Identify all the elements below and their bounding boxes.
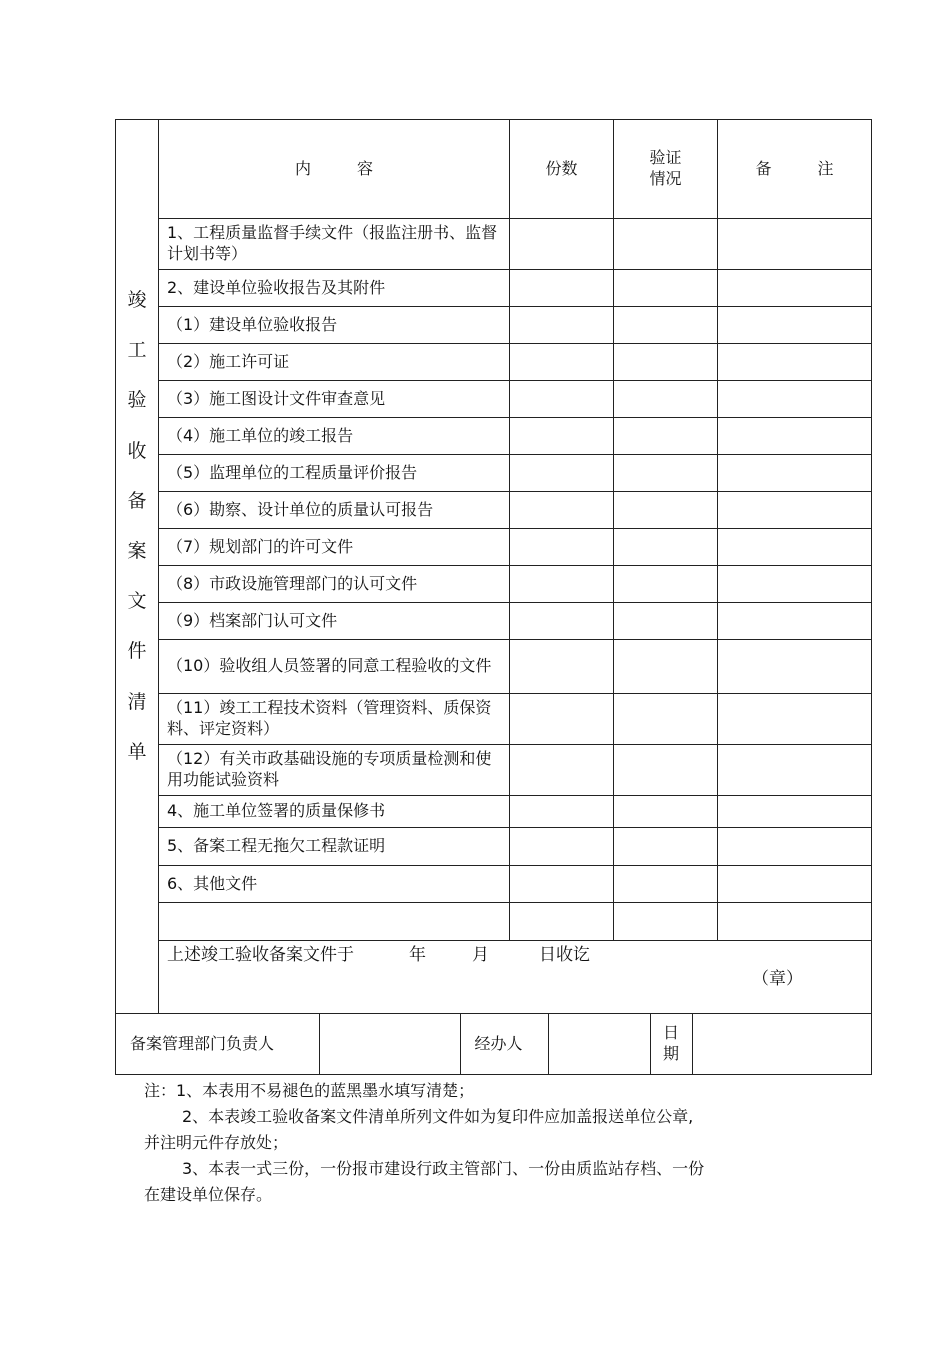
remark-cell[interactable] [718,903,872,941]
remark-cell[interactable] [718,529,872,566]
table-row [116,866,872,903]
signature-table [116,1014,872,1074]
remark-cell[interactable] [718,418,872,455]
table-row [116,828,872,866]
header-copies: 份数 [510,120,614,219]
department-head-label: 备案管理部门负责人 [116,1014,319,1074]
notes [144,1078,784,1208]
verify-cell[interactable] [614,344,718,381]
receipt-row [116,941,872,1014]
verify-cell[interactable] [614,418,718,455]
verify-cell[interactable] [614,903,718,941]
header-row [116,120,872,219]
remark-cell[interactable] [718,603,872,640]
note-line: 2、本表竣工验收备案文件清单所列文件如为复印件应加盖报送单位公章, [182,1107,694,1126]
item-text[interactable] [159,903,510,941]
date-label [650,1014,692,1074]
signature-row [116,1014,872,1075]
remark-cell[interactable] [718,694,872,745]
header-verify-line: 情况 [649,169,682,188]
table-row [116,455,872,492]
item-text: 5、备案工程无拖欠工程款证明 [159,828,510,866]
item-text: 4、施工单位签署的质量保修书 [159,796,510,828]
department-head-field[interactable] [319,1014,460,1074]
receipt-year: 年 [409,945,426,965]
verify-cell[interactable] [614,219,718,270]
item-text: （8）市政设施管理部门的认可文件 [159,566,510,603]
remark-cell[interactable] [718,270,872,307]
side-title-char: 收 [127,439,147,462]
copies-cell[interactable] [510,903,614,941]
date-field[interactable] [692,1014,872,1074]
header-content [159,120,510,219]
verify-cell[interactable] [614,796,718,828]
note-line: 注：1、本表用不易褪色的蓝黑墨水填写清楚； [144,1081,475,1100]
side-title-char: 验 [127,389,147,412]
copies-cell[interactable] [510,796,614,828]
remark-cell[interactable] [718,381,872,418]
remark-cell[interactable] [718,745,872,796]
copies-cell[interactable] [510,492,614,529]
side-title-char: 清 [127,690,147,713]
copies-cell[interactable] [510,745,614,796]
remark-cell[interactable] [718,566,872,603]
copies-cell[interactable] [510,219,614,270]
copies-cell[interactable] [510,529,614,566]
remark-cell[interactable] [718,307,872,344]
remark-cell[interactable] [718,492,872,529]
note-line: 3、本表一式三份，一份报市建设行政主管部门、一份由质监站存档、一份 [182,1159,705,1178]
remark-cell[interactable] [718,344,872,381]
table-row [116,270,872,307]
verify-cell[interactable] [614,381,718,418]
remark-cell[interactable] [718,828,872,866]
table-row [116,796,872,828]
item-text: （12）有关市政基础设施的专项质量检测和使用功能试验资料 [159,745,510,796]
verify-cell[interactable] [614,694,718,745]
copies-cell[interactable] [510,694,614,745]
verify-cell[interactable] [614,307,718,344]
verify-cell[interactable] [614,640,718,694]
table-row [116,745,872,796]
copies-cell[interactable] [510,603,614,640]
verify-cell[interactable] [614,866,718,903]
item-text: （11）竣工工程技术资料（管理资料、质保资料、评定资料） [159,694,510,745]
item-text: 6、其他文件 [159,866,510,903]
copies-cell[interactable] [510,270,614,307]
item-text: （3）施工图设计文件审查意见 [159,381,510,418]
table-row [116,344,872,381]
handler-label: 经办人 [460,1014,548,1074]
verify-cell[interactable] [614,455,718,492]
side-title-char: 单 [127,740,147,763]
verify-cell[interactable] [614,603,718,640]
item-text: （10）验收组人员签署的同意工程验收的文件 [159,640,510,694]
remark-cell[interactable] [718,455,872,492]
copies-cell[interactable] [510,640,614,694]
receipt-line [167,944,590,966]
item-text: （7）规划部门的许可文件 [159,529,510,566]
side-title [116,120,158,790]
side-title-char: 备 [127,489,147,512]
item-text: （9）档案部门认可文件 [159,603,510,640]
side-title-char: 件 [127,640,147,663]
header-remark [718,120,872,219]
remark-cell[interactable] [718,640,872,694]
note-line: 并注明元件存放处； [144,1133,289,1152]
copies-cell[interactable] [510,828,614,866]
item-text: 1、工程质量监督手续文件（报监注册书、监督计划书等） [159,219,510,270]
copies-cell[interactable] [510,307,614,344]
table-row [116,418,872,455]
item-text: （2）施工许可证 [159,344,510,381]
item-text: 2、建设单位验收报告及其附件 [159,270,510,307]
verify-cell[interactable] [614,566,718,603]
table-row [116,307,872,344]
receipt-month: 月 [472,945,489,965]
table-row [116,903,872,941]
header-verify [614,120,718,219]
filing-checklist-table [115,119,872,1075]
item-text: （5）监理单位的工程质量评价报告 [159,455,510,492]
table-row [116,603,872,640]
verify-cell[interactable] [614,270,718,307]
signature-cell [116,1014,872,1075]
remark-cell[interactable] [718,866,872,903]
item-text: （6）勘察、设计单位的质量认可报告 [159,492,510,529]
remark-cell[interactable] [718,219,872,270]
table-row [116,694,872,745]
table-row [116,492,872,529]
date-label-char: 期 [662,1044,679,1063]
side-title-char: 竣 [127,289,147,311]
side-title-cell [116,120,159,1014]
copies-cell[interactable] [510,566,614,603]
copies-cell[interactable] [510,455,614,492]
item-text: （4）施工单位的竣工报告 [159,418,510,455]
header-verify-line: 验证 [649,148,682,168]
seal-label: （章） [752,969,803,989]
note-line: 在建设单位保存。 [144,1185,273,1204]
verify-cell[interactable] [614,529,718,566]
copies-cell[interactable] [510,344,614,381]
header-remark-char: 备 [755,158,772,178]
side-title-char: 案 [127,539,147,562]
header-content-char: 容 [357,158,374,178]
receipt-day: 日收讫 [539,945,590,965]
verify-cell[interactable] [614,745,718,796]
item-text: （1）建设单位验收报告 [159,307,510,344]
verify-cell[interactable] [614,828,718,866]
copies-cell[interactable] [510,418,614,455]
table-row [116,566,872,603]
copies-cell[interactable] [510,866,614,903]
header-remark-char: 注 [817,158,834,178]
receipt-prefix: 上述竣工验收备案文件于 [167,945,354,965]
table-row [116,640,872,694]
side-title-char: 工 [127,339,147,362]
table-row [116,529,872,566]
table-row [116,219,872,270]
verify-cell[interactable] [614,492,718,529]
table-row [116,381,872,418]
copies-cell[interactable] [510,381,614,418]
remark-cell[interactable] [718,796,872,828]
receipt-cell [159,941,872,1014]
header-content-char: 内 [294,158,311,178]
handler-field[interactable] [548,1014,650,1074]
side-title-char: 文 [127,590,147,613]
date-label-char: 日 [662,1023,679,1043]
